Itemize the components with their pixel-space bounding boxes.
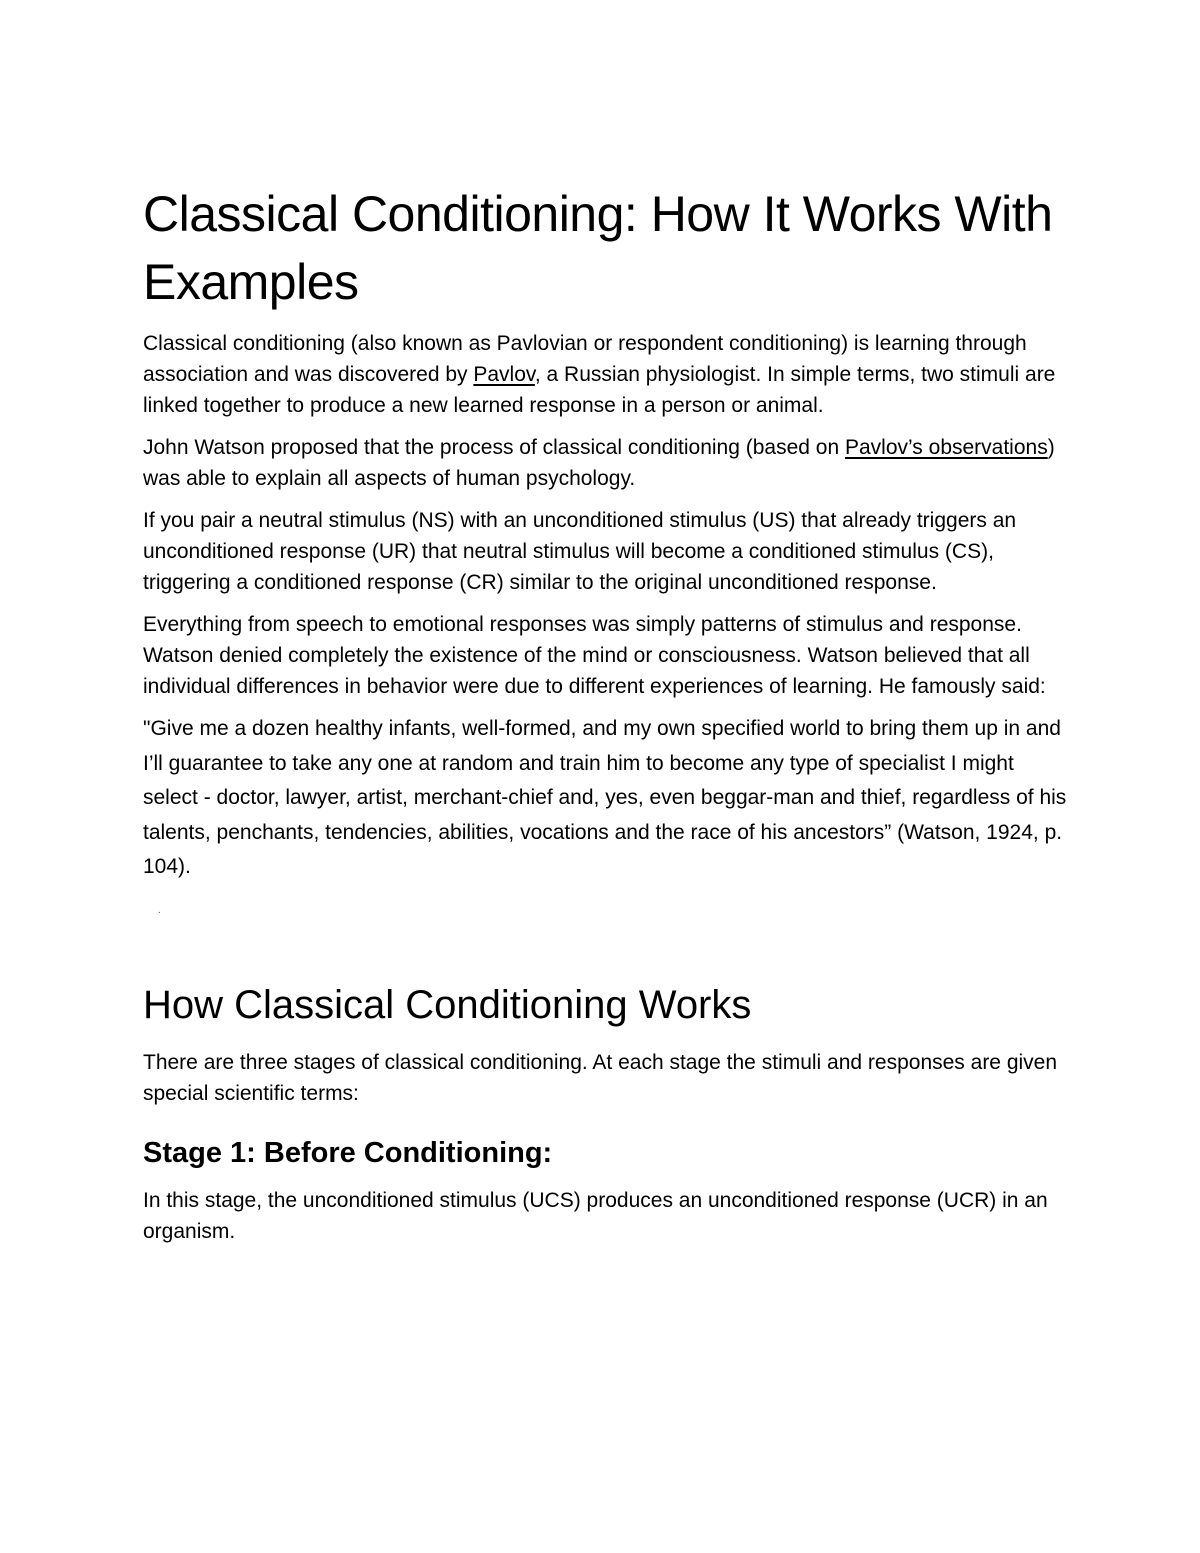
section-heading: How Classical Conditioning Works xyxy=(143,982,752,1027)
intro-text-after: , a Russian physiologist. In simple terms, two stimuli are linked together to produce a new learned response in a person or animal. xyxy=(143,363,1056,417)
document-body xyxy=(143,180,1073,1247)
document-title: Classical Conditioning: How It Works With Examples xyxy=(143,186,1053,310)
stage-1-heading: Stage 1: Before Conditioning: xyxy=(143,1136,553,1169)
watson-quote: "Give me a dozen healthy infants, well-formed, and my own specified world to bring them up in and I’ll guarantee to take any one at random and train him to become any type of specialist I might select - doctor, lawyer, artist, merchant-chief and, yes, even beggar-man and thief, regardless of his talents, penchants, tendencies, abilities, vocations and the race of his ancestors” (Watson, 1924, p. 104). xyxy=(143,717,1067,878)
watson-text-before: John Watson proposed that the process of classical conditioning (based on xyxy=(143,436,845,459)
behaviorism-paragraph: Everything from speech to emotional responses was simply patterns of stimulus and response. Watson denied completely the existence of the mind or consciousness. Watson believed that all individual differences in behavior were due to different experiences of learning. He famously said: xyxy=(143,613,1046,698)
intro-text-before: Classical conditioning (also known as Pavlovian or respondent conditioning) is learning through association and was discovered by xyxy=(143,332,1027,386)
watson-text-after: ) was able to explain all aspects of human psychology. xyxy=(143,436,1055,490)
stray-mark: . xyxy=(158,904,161,916)
intro-paragraph xyxy=(143,328,1073,421)
pavlov-link[interactable]: Pavlov xyxy=(473,363,535,386)
pairing-paragraph: If you pair a neutral stimulus (NS) with an unconditioned stimulus (US) that already triggers an unconditioned response (UR) that neutral stimulus will become a conditioned stimulus (CS), triggering a conditioned response (CR) similar to the original unconditioned response. xyxy=(143,509,1017,594)
section-intro-paragraph: There are three stages of classical conditioning. At each stage the stimuli and responses are given special scientific terms: xyxy=(143,1050,1058,1105)
pavlov-observations-link[interactable]: Pavlov’s observations xyxy=(844,436,1048,459)
watson-paragraph xyxy=(143,432,1073,494)
stage-1-paragraph: In this stage, the unconditioned stimulus (UCS) produces an unconditioned response (UCR) in an organism. xyxy=(143,1188,1048,1243)
